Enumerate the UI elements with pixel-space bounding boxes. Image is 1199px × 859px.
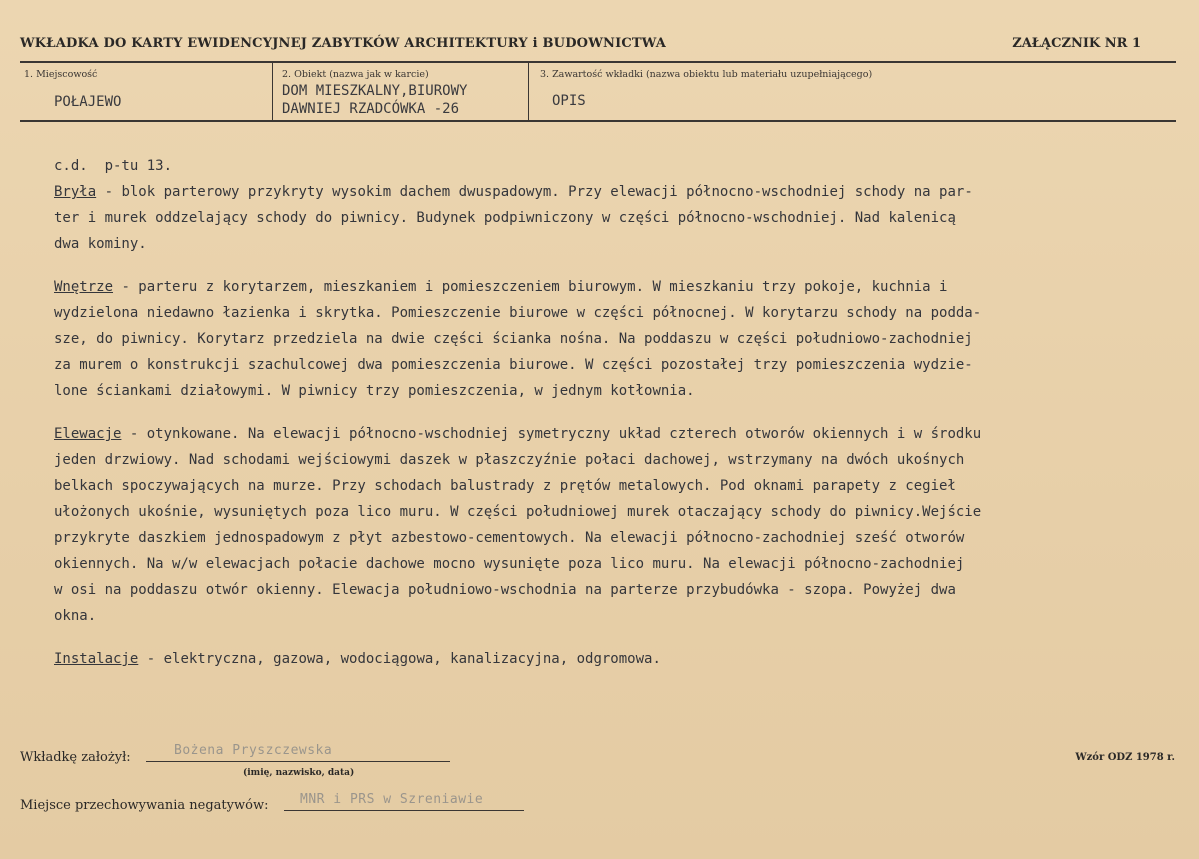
template-code: Wzór ODZ 1978 r. [1075, 752, 1175, 763]
card-title: WKŁADKA DO KARTY EWIDENCYJNEJ ZABYTKÓW ARCHITEKTURY i BUDOWNICTWA [20, 36, 667, 51]
object-label: 2. Obiekt (nazwa jak w karcie) [282, 69, 429, 80]
content-value: OPIS [552, 93, 586, 109]
field-divider-2 [528, 63, 529, 120]
negatives-line [284, 810, 524, 811]
author-value: Bożena Pryszczewska [174, 743, 333, 758]
negatives-label: Miejsce przechowywania negatywów: [20, 798, 269, 813]
header-bottom-rule [20, 120, 1176, 122]
term-bryla: Bryła [54, 184, 97, 200]
paragraph-instalacje: Instalacje - elektryczna, gazowa, wodociągowa, kanalizacyjna, odgromowa. [54, 651, 661, 667]
author-hint: (imię, nazwisko, data) [243, 768, 355, 778]
object-value-line2: DAWNIEJ RZADCÓWKA -26 [282, 101, 460, 117]
paragraph-elewacje: Elewacje - otynkowane. Na elewacji północno-wschodniej symetryczny układ czterech otworów okiennych i w środku jeden drzwiowy. Nad schodami wejściowymi daszek w płaszczyźnie połaci dachowej, wstrzymany na dwóch ukośnych belkach spoczywających na murze. Przy schodach balustrady z prętów metalowych. Pod oknami parapety z cegieł ułożonych ukośnie, wysuniętych poza lico muru. W części południowej murek otaczający schody do piwnicy.Wejście przykryte daszkiem jednospadowym z płyt azbestowo-cementowych. Na elewacji północno-zachodniej sześć otworów okiennych. Na w/w elewacjach połacie dachowe mocno wysunięte poza lico muru. Na elewacji północno-zachodniej w osi na poddaszu otwór okienny. Elewacja południowo-wschodnia na parterze przybudówka - szopa. Powyżej dwa okna. [54, 426, 982, 624]
description-body [54, 153, 1194, 689]
continuation-note: c.d. p-tu 13. [54, 158, 173, 174]
field-divider-1 [272, 63, 273, 120]
annex-number: ZAŁĄCZNIK NR 1 [1012, 36, 1141, 51]
paragraph-bryla: Bryła - blok parterowy przykryty wysokim dachem dwuspadowym. Przy elewacji północno-wschodniej schody na par- ter i murek oddzelający schody do piwnicy. Budynek podpiwniczony w części północno-wschodniej. Nad kalenicą dwa kominy. [54, 184, 973, 252]
locality-value: POŁAJEWO [54, 94, 122, 110]
author-label: Wkładkę założył: [20, 750, 131, 765]
content-label: 3. Zawartość wkładki (nazwa obiektu lub materiału uzupełniającego) [540, 69, 873, 80]
term-elewacje: Elewacje [54, 426, 122, 442]
locality-label: 1. Miejscowość [24, 69, 98, 80]
negatives-value: MNR i PRS w Szreniawie [300, 792, 484, 807]
term-wnetrze: Wnętrze [54, 279, 114, 295]
author-line [146, 761, 450, 762]
paragraph-wnetrze: Wnętrze - parteru z korytarzem, mieszkaniem i pomieszczeniem biurowym. W mieszkaniu trzy pokoje, kuchnia i wydzielona niedawno łazienka i skrytka. Pomieszczenie biurowe w części północnej. W korytarzu schody na podda- sze, do piwnicy. Korytarz przedziela na dwie części ścianka nośna. Na poddaszu w części południowo-zachodniej za murem o konstrukcji szachulcowej dwa pomieszczenia biurowe. W części pozostałej trzy pomieszczenia wydzie- lone ściankami działowymi. W piwnicy trzy pomieszczenia, w jednym kotłownia. [54, 279, 982, 399]
header-top-rule [20, 61, 1176, 63]
term-instalacje: Instalacje [54, 651, 139, 667]
object-value-line1: DOM MIESZKALNY,BIUROWY [282, 83, 468, 99]
